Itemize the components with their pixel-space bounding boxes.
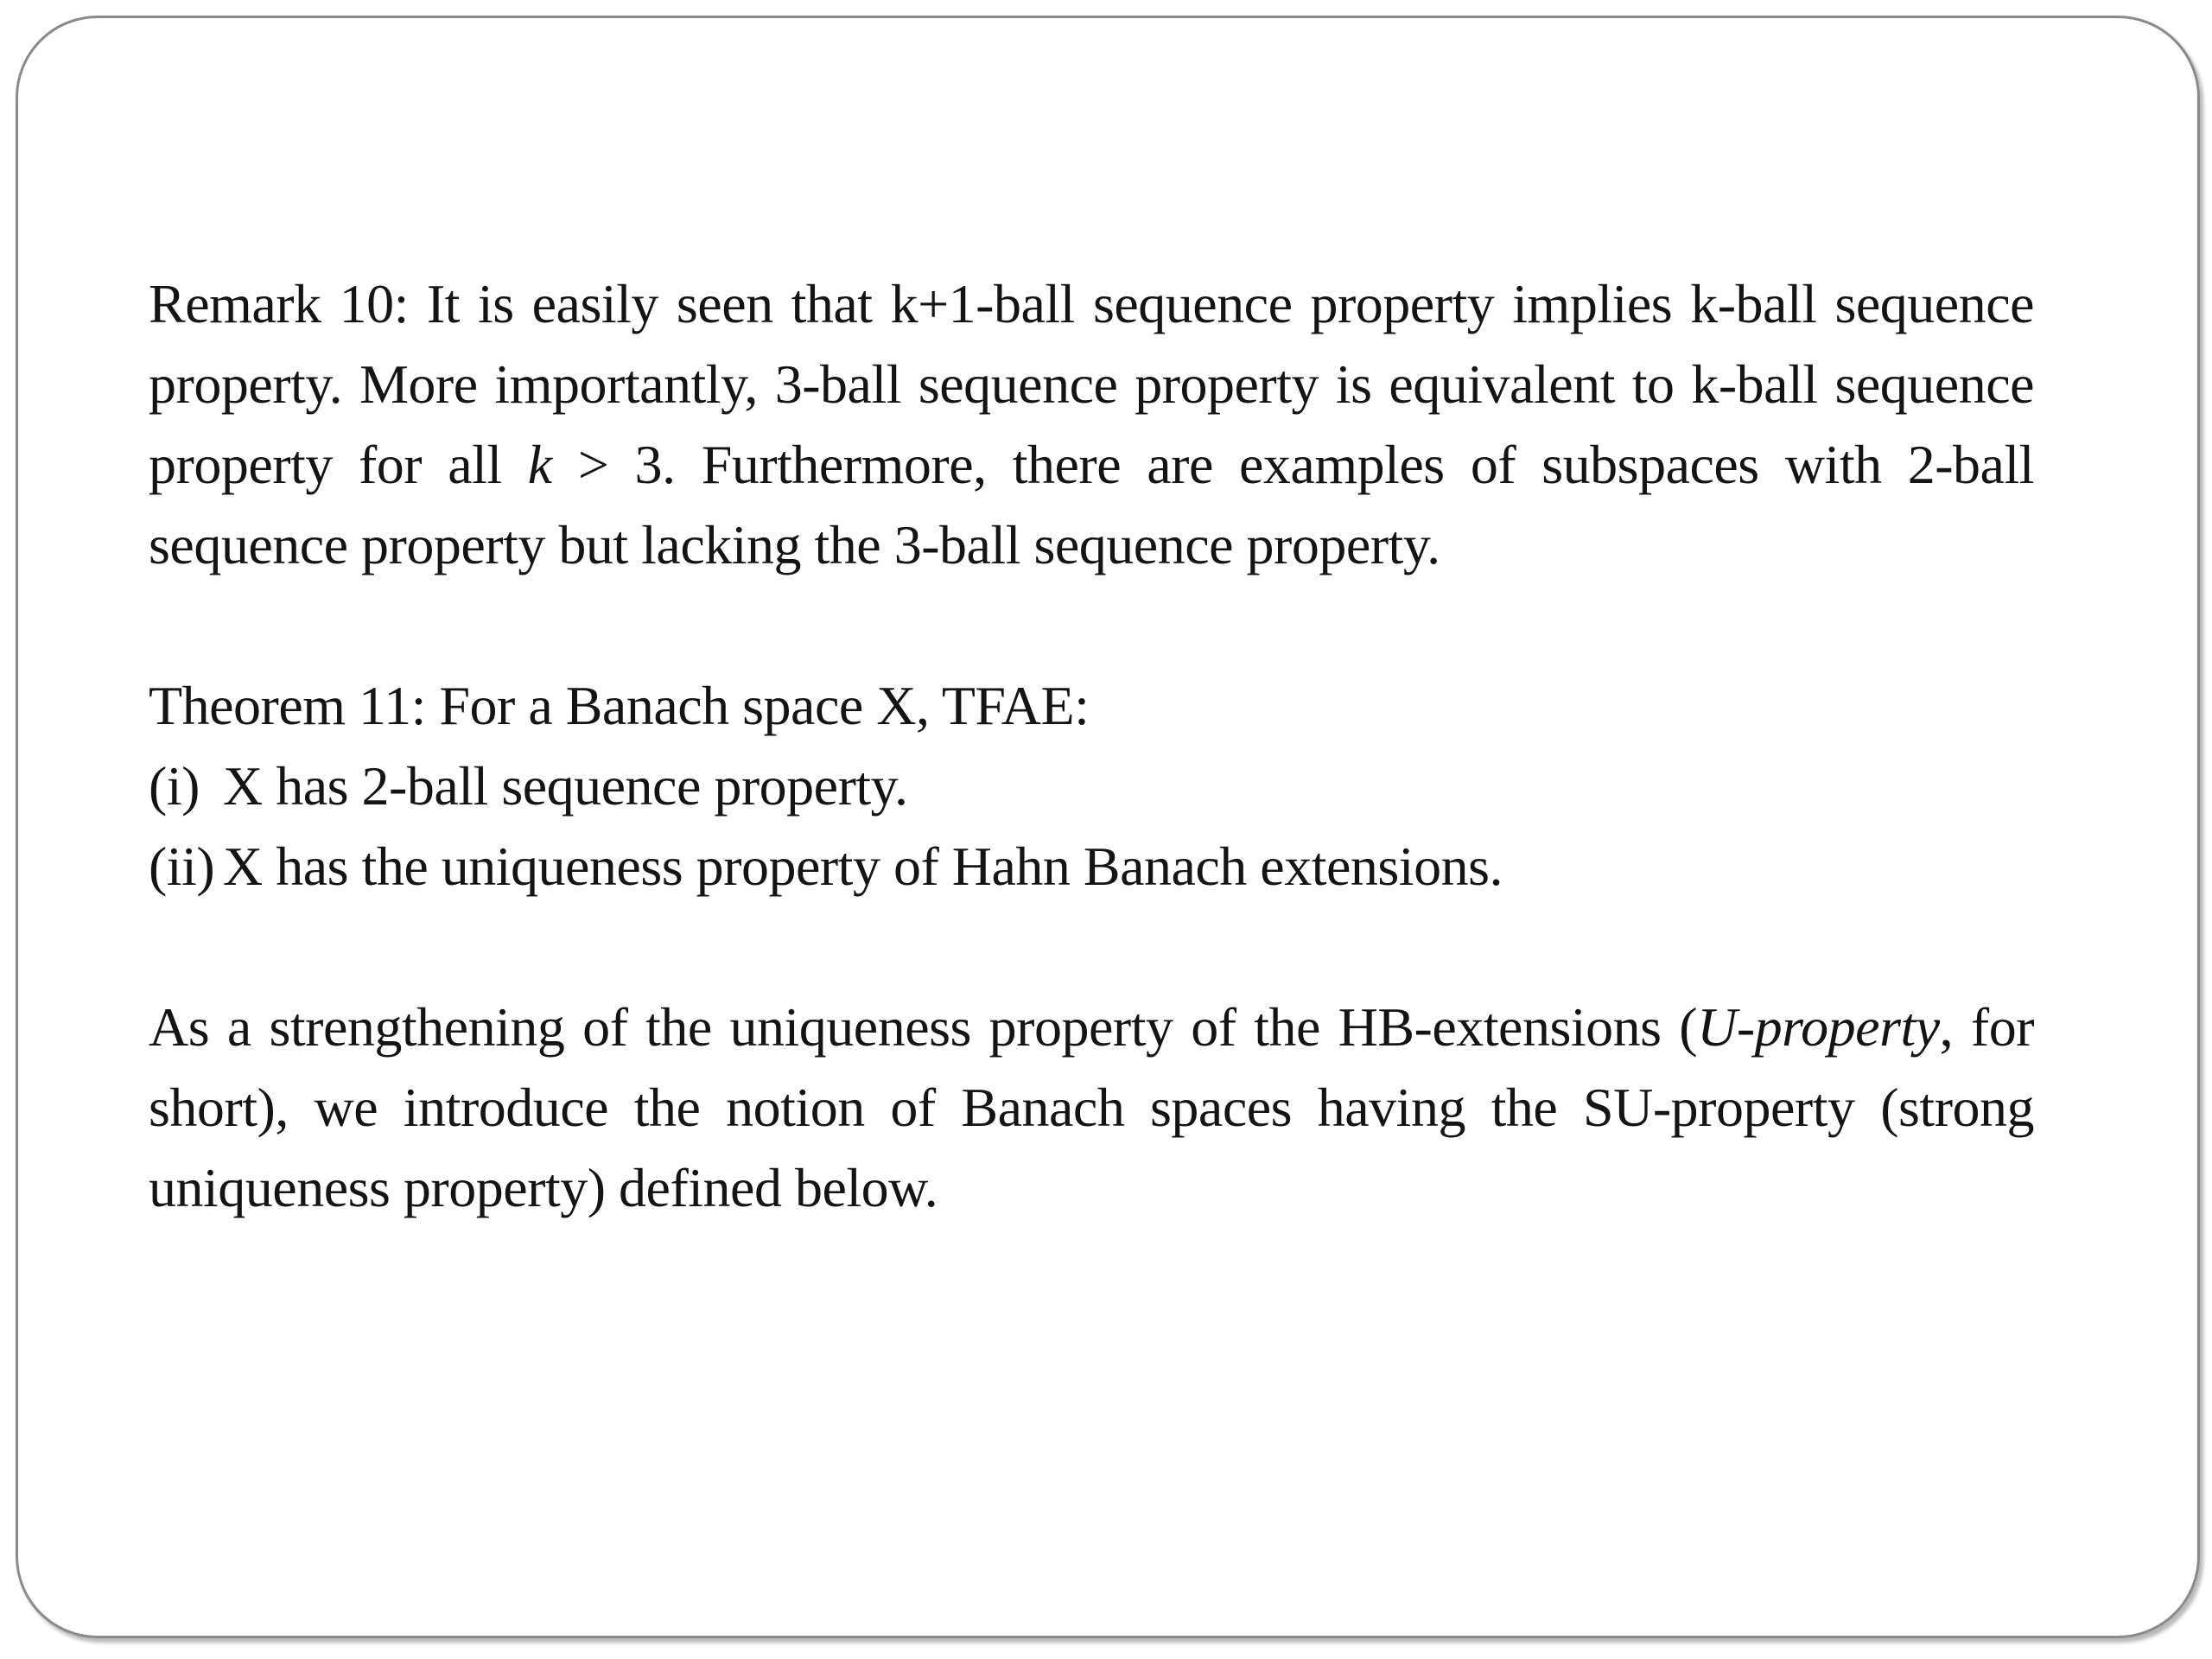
theorem-item-ii bbox=[149, 826, 2034, 906]
strengthening-paragraph bbox=[149, 987, 2034, 1228]
math-inequality: > 3 bbox=[551, 434, 663, 495]
theorem-11 bbox=[149, 665, 2034, 906]
theorem-item-i bbox=[149, 746, 2034, 826]
theorem-item-number: (ii) bbox=[149, 836, 215, 897]
theorem-item-text: X has 2-ball sequence property. bbox=[223, 755, 908, 817]
strengthening-text-1: As a strengthening of the uniqueness property of the HB-extensions ( bbox=[149, 996, 1698, 1058]
theorem-item-number: (i) bbox=[149, 755, 200, 817]
theorem-heading: Theorem 11: For a Banach space X, TFAE: bbox=[149, 675, 1090, 736]
u-property-term: U-property bbox=[1697, 996, 1940, 1058]
remark-text-2: . Furthermore, there are examples of subspaces with 2-ball sequence property but lacking the 3-ball sequence property. bbox=[149, 434, 2035, 575]
theorem-item-text: X has the uniqueness property of Hahn Banach extensions. bbox=[223, 836, 1503, 897]
remark-text-1: Remark 10: It is easily seen that k+1-ball sequence property implies k-ball sequence property. More importantly, 3-ball sequence property is equivalent to k-ball sequence property for all bbox=[149, 273, 2034, 495]
strengthening-text-2: , for short), we introduce the notion of Banach spaces having the SU-property (strong uniqueness property) defined below. bbox=[149, 996, 2035, 1218]
slide-content bbox=[149, 264, 2034, 1308]
remark-10-paragraph bbox=[149, 264, 2034, 585]
math-variable-k: k bbox=[527, 434, 552, 495]
